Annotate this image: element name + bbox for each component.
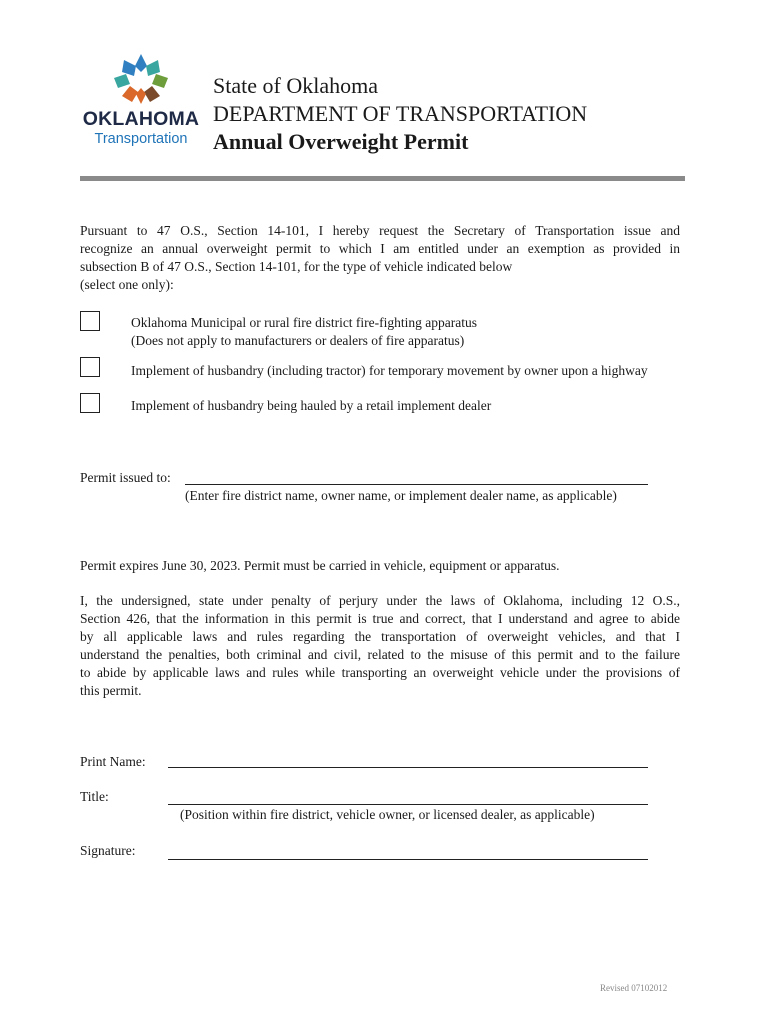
odot-logo bbox=[80, 52, 200, 152]
permit-issued-label: Permit issued to: bbox=[80, 470, 171, 485]
declaration-line: this permit. bbox=[80, 683, 142, 698]
option-husbandry-owner-label: Implement of husbandry (including tractor) for temporary movement by owner upon a highway bbox=[131, 363, 648, 378]
option-husbandry-owner-checkbox[interactable] bbox=[80, 357, 100, 377]
state-name: State of Oklahoma bbox=[213, 73, 378, 98]
intro-line: recognize an annual overweight permit to which I am entitled under an exemption as provided in bbox=[80, 241, 680, 256]
declaration-line: Section 426, that the information in this permit is true and correct, that I understand and agree to abide bbox=[80, 611, 680, 626]
declaration-line: to abide by applicable laws and rules while transporting an overweight vehicle under the provisions of bbox=[80, 665, 680, 680]
logo-wordmark: OKLAHOMA bbox=[82, 108, 200, 130]
option-husbandry-dealer-label: Implement of husbandry being hauled by a retail implement dealer bbox=[131, 398, 492, 413]
declaration-paragraph bbox=[80, 592, 680, 700]
intro-line: Pursuant to 47 O.S., Section 14-101, I hereby request the Secretary of Transportation issue and bbox=[80, 223, 680, 238]
declaration-line: I, the undersigned, state under penalty of perjury under the laws of Oklahoma, including 12 O.S., bbox=[80, 593, 680, 608]
option-note: (Does not apply to manufacturers or dealers of fire apparatus) bbox=[131, 333, 465, 348]
option-fire-apparatus-label bbox=[131, 314, 477, 350]
header-divider bbox=[80, 176, 685, 181]
department-name: DEPARTMENT OF TRANSPORTATION bbox=[213, 101, 588, 126]
document-header bbox=[213, 72, 587, 156]
signature-input-line[interactable] bbox=[168, 859, 648, 860]
option-husbandry-dealer-checkbox[interactable] bbox=[80, 393, 100, 413]
intro-line: subsection B of 47 O.S., Section 14-101, for the type of vehicle indicated below bbox=[80, 259, 513, 274]
title-hint: (Position within fire district, vehicle owner, or licensed dealer, as applicable) bbox=[180, 807, 595, 822]
declaration-line: understand the penalties, both criminal and civil, related to the misuse of this permit and to the failure bbox=[80, 647, 680, 662]
revision-date: Revised 07102012 bbox=[600, 983, 668, 993]
permit-expiry-text: Permit expires June 30, 2023. Permit must be carried in vehicle, equipment or apparatus. bbox=[80, 558, 560, 573]
option-text: Oklahoma Municipal or rural fire district fire-fighting apparatus bbox=[131, 315, 478, 330]
intro-paragraph bbox=[80, 222, 680, 294]
form-title: Annual Overweight Permit bbox=[213, 129, 469, 154]
declaration-line: by all applicable laws and rules regarding the transportation of overweight vehicles, and that I bbox=[80, 629, 680, 644]
title-label: Title: bbox=[80, 789, 109, 804]
print-name-label: Print Name: bbox=[80, 754, 146, 769]
print-name-input-line[interactable] bbox=[168, 767, 648, 768]
intro-line: (select one only): bbox=[80, 277, 174, 292]
title-input-line[interactable] bbox=[168, 804, 648, 805]
permit-issued-hint: (Enter fire district name, owner name, or implement dealer name, as applicable) bbox=[185, 488, 617, 503]
oklahoma-star-logo-icon bbox=[112, 52, 170, 106]
signature-label: Signature: bbox=[80, 843, 136, 858]
logo-subtitle: Transportation bbox=[94, 131, 188, 147]
permit-issued-input-line[interactable] bbox=[185, 484, 648, 485]
option-fire-apparatus-checkbox[interactable] bbox=[80, 311, 100, 331]
